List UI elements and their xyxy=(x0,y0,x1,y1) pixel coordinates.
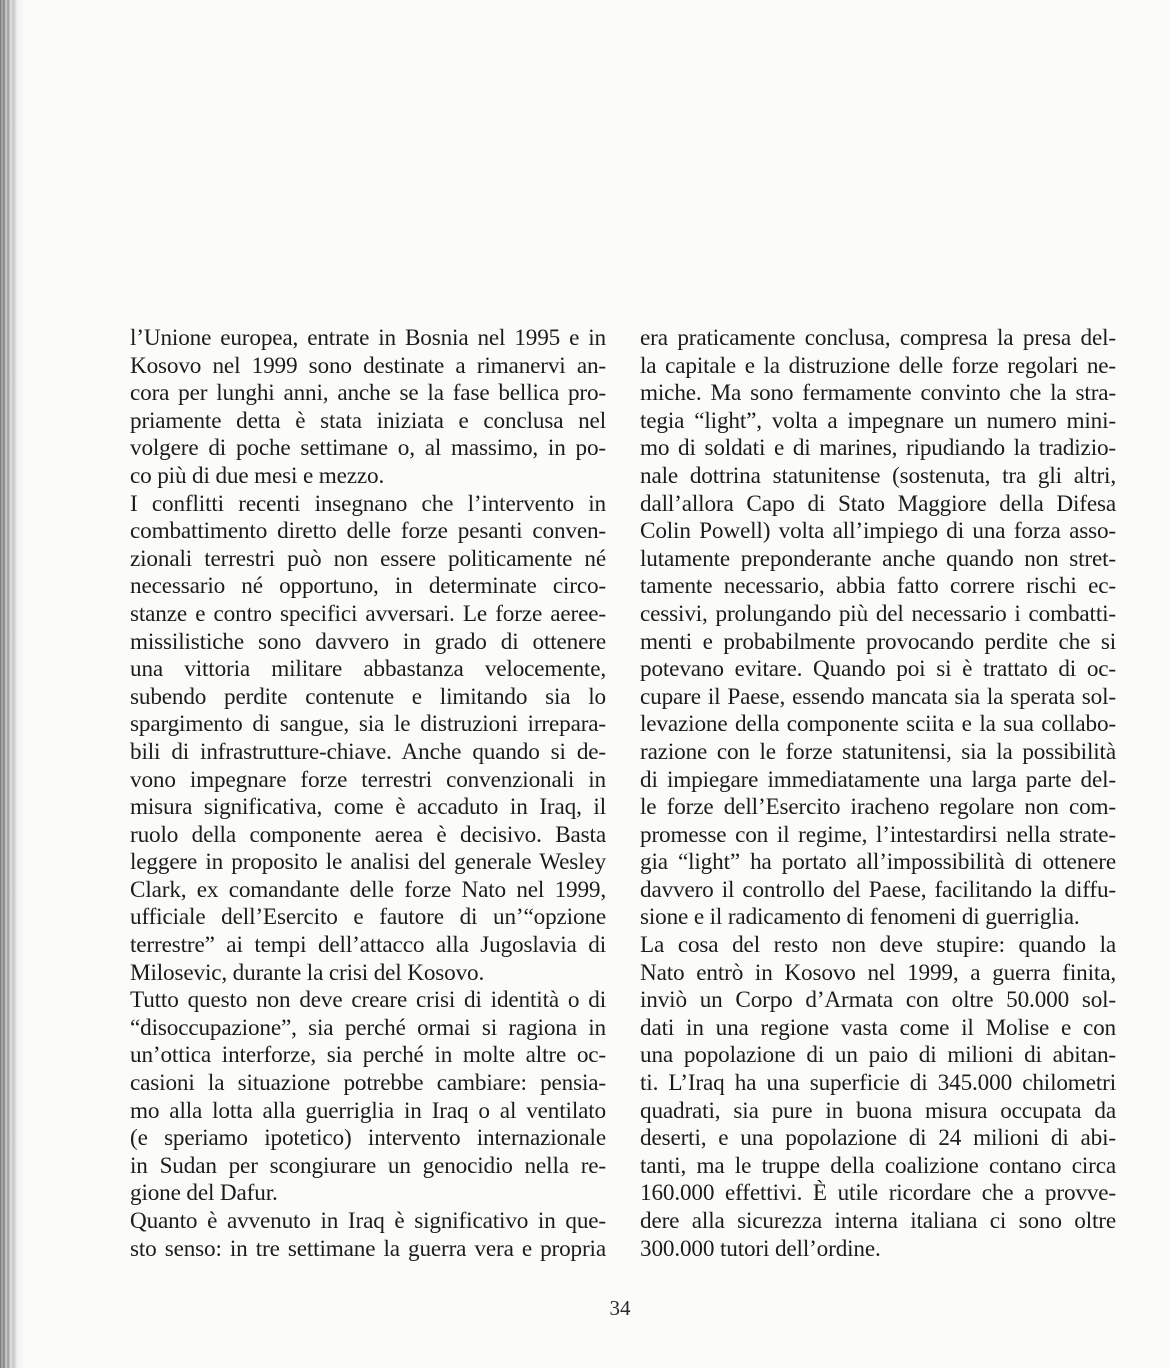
text-line: combattimento diretto delle forze pesanti conven- xyxy=(130,518,606,545)
text-line: I conflitti recenti insegnano che l’intervento in xyxy=(130,490,606,517)
text-line: tegia “light”, volta a impegnare un numero mini- xyxy=(640,407,1116,434)
text-line: cupare il Paese, essendo mancata sia la sperata sol- xyxy=(640,683,1116,710)
text-line: cessivi, prolungando più del necessario i combatti- xyxy=(640,600,1116,627)
text-line: la capitale e la distruzione delle forze regolari ne- xyxy=(640,352,1116,379)
text-line: terrestre” ai tempi dell’attacco alla Jugoslavia di xyxy=(130,932,606,959)
text-line: dere alla sicurezza interna italiana ci sono oltre xyxy=(640,1208,1116,1234)
book-gutter-shadow xyxy=(0,0,24,1368)
text-line: ruolo della componente aerea è decisivo. Basta xyxy=(130,821,606,848)
text-line: una popolazione di un paio di milioni di abitan- xyxy=(640,1042,1116,1069)
text-line: “disoccupazione”, sia perché ormai si ragiona in xyxy=(130,1014,606,1041)
text-line: era praticamente conclusa, compresa la presa del- xyxy=(640,325,1116,351)
text-line: in Sudan per scongiurare un genocidio nella re- xyxy=(130,1152,606,1179)
text-line: Milosevic, durante la crisi del Kosovo. xyxy=(130,959,485,986)
text-line: co più di due mesi e mezzo. xyxy=(130,462,385,489)
text-line: volgere di poche settimane o, al massimo, in po- xyxy=(130,435,606,462)
page-number: 34 xyxy=(609,1296,631,1320)
text-line: zionali terrestri può non essere politicamente né xyxy=(130,545,606,572)
text-line: 300.000 tutori dell’ordine. xyxy=(640,1235,881,1262)
text-line: bili di infrastrutture-chiave. Anche quando si de- xyxy=(130,738,606,765)
text-line: priamente detta è stata iniziata e conclusa nel xyxy=(130,407,606,434)
text-line: lutamente preponderante anche quando non stret- xyxy=(640,545,1116,572)
text-line: leggere in proposito le analisi del generale Wesley xyxy=(130,849,606,876)
text-line: menti e probabilmente provocando perdite che si xyxy=(640,628,1116,655)
text-line: promesse con il regime, l’intestardirsi nella strate- xyxy=(640,821,1116,848)
text-line: vono impegnare forze terrestri convenzionali in xyxy=(130,766,606,793)
text-column-left xyxy=(130,325,606,1263)
text-line: inviò un Corpo d’Armata con oltre 50.000 sol- xyxy=(640,987,1116,1014)
text-line: casioni la situazione potrebbe cambiare: pensia- xyxy=(130,1070,606,1097)
text-line: dall’allora Capo di Stato Maggiore della Difesa xyxy=(640,490,1116,517)
text-line: spargimento di sangue, sia le distruzioni irrepara- xyxy=(130,711,606,738)
text-line: miche. Ma sono fermamente convinto che la stra- xyxy=(640,380,1116,407)
text-line: cora per lunghi anni, anche se la fase bellica pro- xyxy=(130,380,606,407)
text-line: razione con le forze statunitensi, sia la possibilità xyxy=(640,738,1116,765)
text-line: sione e il radicamento di fenomeni di guerriglia. xyxy=(640,904,1080,931)
text-line: Nato entrò in Kosovo nel 1999, a guerra finita, xyxy=(640,959,1116,986)
text-line: Clark, ex comandante delle forze Nato nel 1999, xyxy=(130,876,606,903)
text-line: dati in una regione vasta come il Molise e con xyxy=(640,1014,1116,1041)
text-line: tanti, ma le truppe della coalizione contano circa xyxy=(640,1152,1116,1179)
text-line: subendo perdite contenute e limitando sia lo xyxy=(130,683,606,710)
text-line: potevano evitare. Quando poi si è trattato di oc- xyxy=(640,656,1116,683)
text-line: misura significativa, come è accaduto in Iraq, il xyxy=(130,794,606,821)
text-line: Colin Powell) volta all’impiego di una forza asso- xyxy=(640,518,1116,545)
text-line: stanze e contro specifici avversari. Le forze aeree- xyxy=(130,600,606,627)
text-line: le forze dell’Esercito iracheno regolare non com- xyxy=(640,794,1116,821)
text-line: mo alla lotta alla guerriglia in Iraq o al ventilato xyxy=(130,1097,606,1124)
text-line: Tutto questo non deve creare crisi di identità o di xyxy=(130,987,606,1014)
text-line: una vittoria militare abbastanza velocemente, xyxy=(130,656,606,683)
text-line: necessario né opportuno, in determinate circo- xyxy=(130,573,606,600)
text-line: mo di soldati e di marines, ripudiando la tradizio- xyxy=(640,435,1116,462)
text-column-right xyxy=(640,325,1116,1263)
text-line: l’Unione europea, entrate in Bosnia nel 1995 e in xyxy=(130,325,606,351)
text-line: gione del Dafur. xyxy=(130,1180,278,1207)
text-line: 160.000 effettivi. È utile ricordare che a provve- xyxy=(640,1180,1116,1207)
text-line: (e speriamo ipotetico) intervento internazionale xyxy=(130,1125,606,1152)
text-line: levazione della componente sciita e la sua collabo- xyxy=(640,711,1116,738)
text-line: nale dottrina statunitense (sostenuta, tra gli altri, xyxy=(640,462,1116,489)
text-line: sto senso: in tre settimane la guerra vera e propria xyxy=(130,1235,606,1262)
text-line: davvero il controllo del Paese, facilitando la diffu- xyxy=(640,876,1116,903)
text-line: gia “light” ha portato all’impossibilità di ottenere xyxy=(640,849,1116,876)
text-line: ti. L’Iraq ha una superficie di 345.000 chilometri xyxy=(640,1070,1116,1097)
text-line: deserti, e una popolazione di 24 milioni di abi- xyxy=(640,1125,1116,1152)
text-line: Kosovo nel 1999 sono destinate a rimanervi an- xyxy=(130,352,606,379)
text-line: Quanto è avvenuto in Iraq è significativo in que- xyxy=(130,1208,606,1234)
text-line: ufficiale dell’Esercito e fautore di un’“opzione xyxy=(130,904,606,931)
text-line: quadrati, sia pure in buona misura occupata da xyxy=(640,1097,1116,1124)
text-line: tamente necessario, abbia fatto correre rischi ec- xyxy=(640,573,1116,600)
text-line: La cosa del resto non deve stupire: quando la xyxy=(640,932,1116,959)
text-line: di impiegare immediatamente una larga parte del- xyxy=(640,766,1116,793)
text-line: missilistiche sono davvero in grado di ottenere xyxy=(130,628,606,655)
text-line: un’ottica interforze, sia perché in molte altre oc- xyxy=(130,1042,606,1069)
